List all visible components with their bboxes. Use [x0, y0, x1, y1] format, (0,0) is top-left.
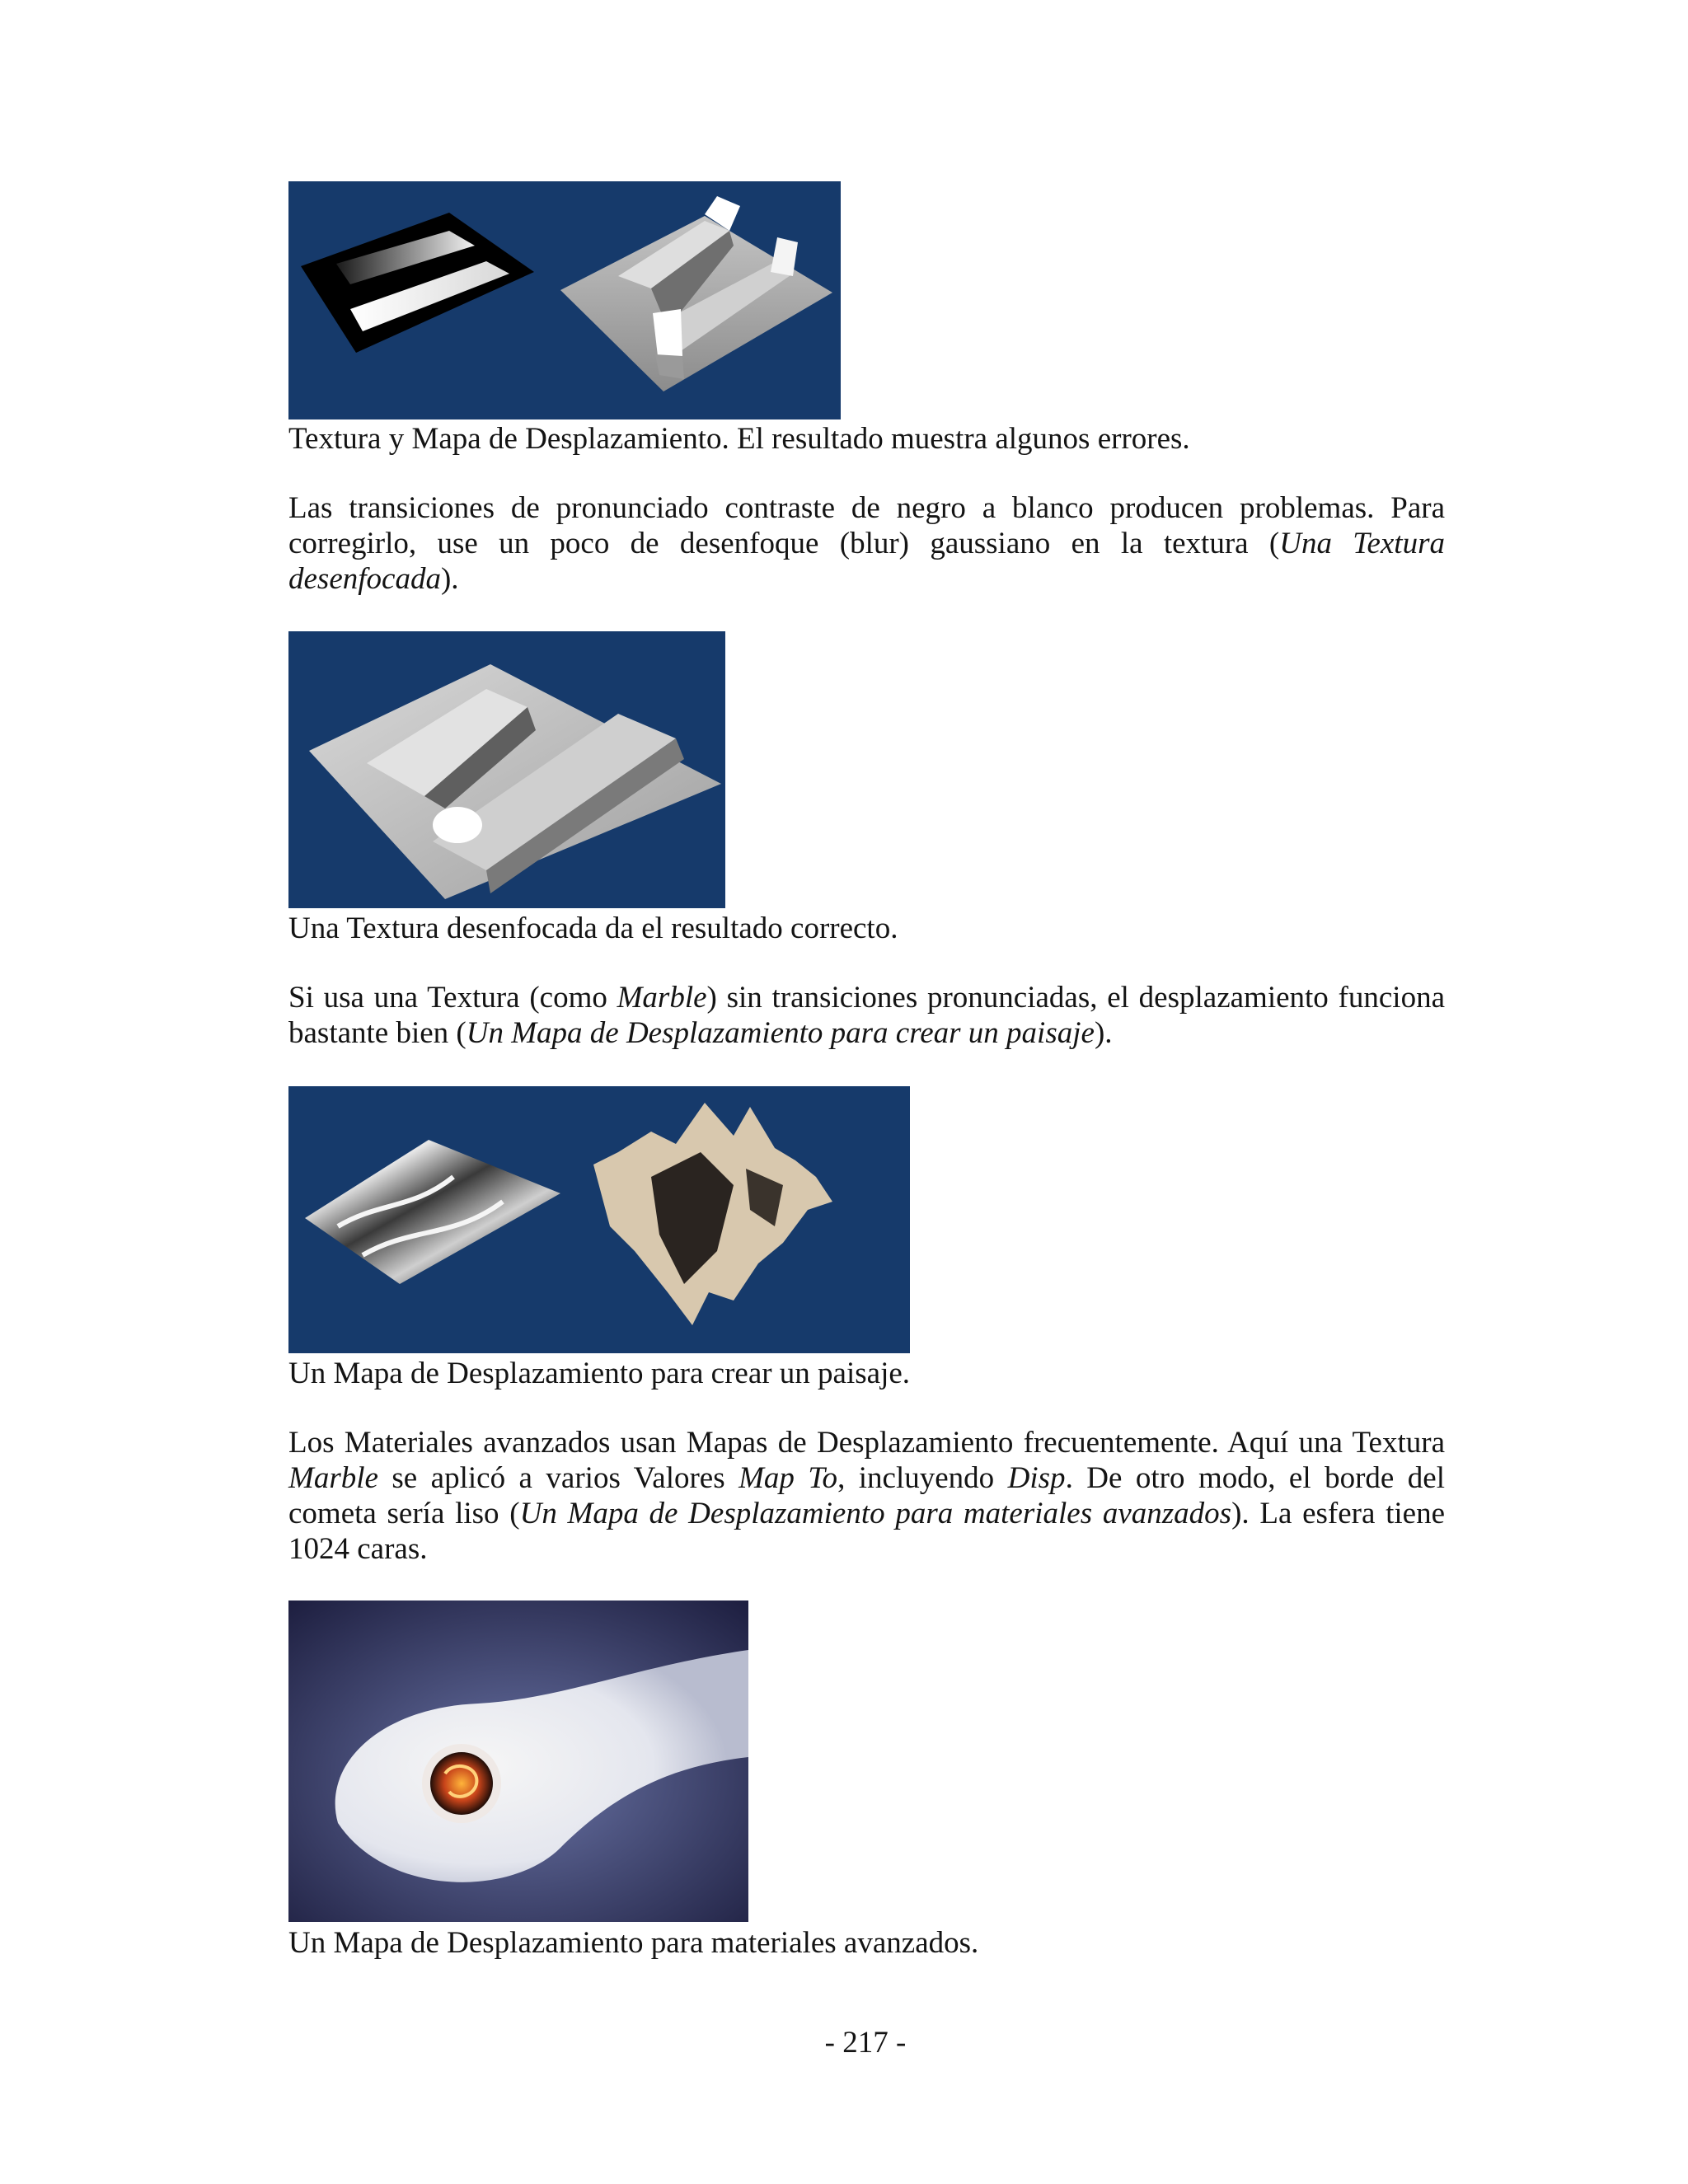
figure-comet-advanced-materials	[288, 1601, 748, 1922]
figure-landscape-displacement	[288, 1086, 910, 1353]
figure-caption: Un Mapa de Desplazamiento para crear un paisaje.	[288, 1357, 911, 1390]
page-number: - 217 -	[824, 2026, 907, 2060]
figure-1-render	[288, 181, 841, 419]
figure-caption: Un Mapa de Desplazamiento para materiales avanzados.	[288, 1926, 979, 1960]
figure-blurred-texture-result	[288, 631, 725, 908]
figure-caption: Una Textura desenfocada da el resultado correcto.	[288, 912, 898, 945]
figure-3-render	[288, 1086, 910, 1353]
body-paragraph: Si usa una Textura (como Marble) sin transiciones pronunciadas, el desplazamiento funciona bastante bien (Un Mapa de Desplazamiento para crear un paisaje).	[288, 981, 1445, 1050]
figure-caption: Textura y Mapa de Desplazamiento. El resultado muestra algunos errores.	[288, 422, 1190, 456]
body-paragraph: Los Materiales avanzados usan Mapas de Desplazamiento frecuentemente. Aquí una Textura Marble se aplicó a varios Valores Map To, incluyendo Disp. De otro modo, el borde del cometa sería liso (Un Mapa de Desplazamiento para materiales avanzados). La esfera tiene 1024 caras.	[288, 1426, 1446, 1566]
figure-4-render	[288, 1601, 748, 1922]
figure-texture-displacement-errors	[288, 181, 841, 419]
comet-sphere	[430, 1752, 493, 1815]
body-paragraph: Las transiciones de pronunciado contraste de negro a blanco producen problemas. Para corregirlo, use un poco de desenfoque (blur) gaussiano en la textura (Una Textura desenfocada).	[288, 491, 1445, 596]
figure-2-render	[288, 631, 725, 908]
